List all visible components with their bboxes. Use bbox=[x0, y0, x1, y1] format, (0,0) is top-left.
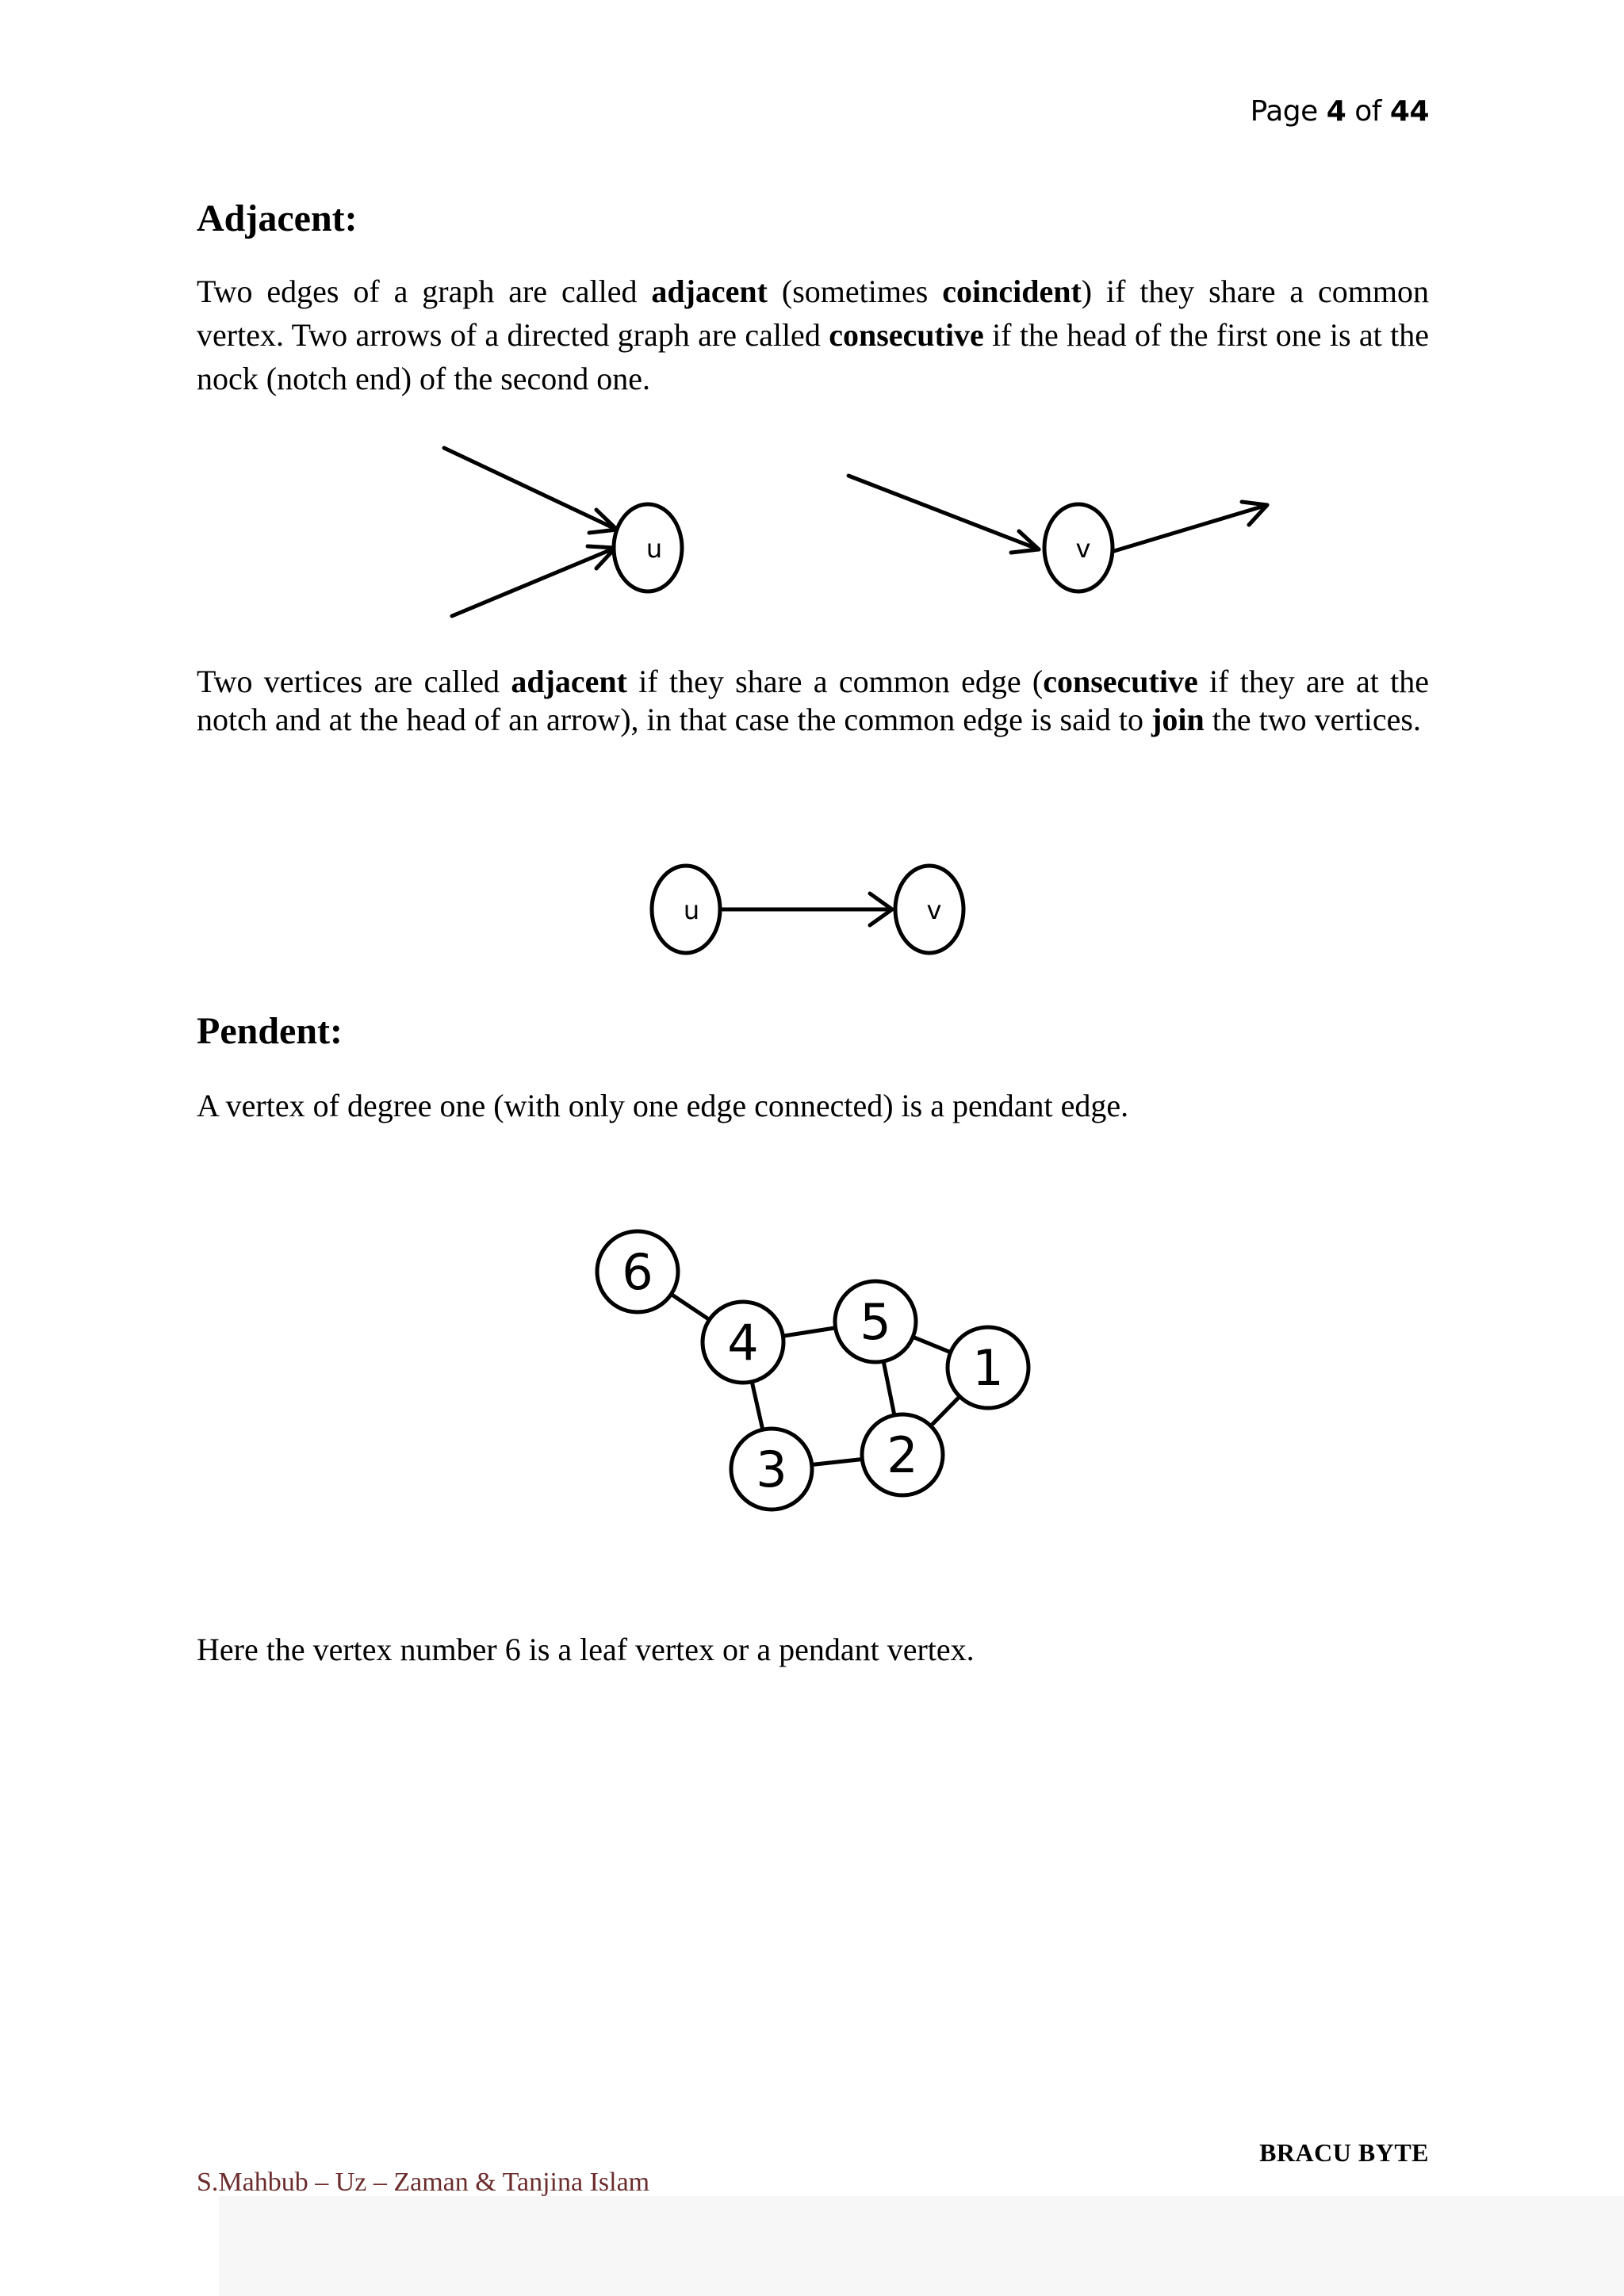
page-prefix: Page bbox=[1250, 95, 1327, 128]
pendant-graph-figure bbox=[0, 1189, 1624, 1554]
page-current: 4 bbox=[1326, 95, 1346, 128]
node-u-label: u bbox=[645, 534, 663, 564]
node-2-label: 2 bbox=[887, 1426, 918, 1484]
node-v-label: v bbox=[1075, 534, 1091, 564]
edge-into-u-lower bbox=[452, 548, 615, 616]
node-6-label: 6 bbox=[622, 1243, 653, 1301]
edge-out-of-v bbox=[1114, 505, 1267, 551]
node-1-label: 1 bbox=[972, 1339, 1004, 1397]
pendent-heading: Pendent: bbox=[197, 1010, 343, 1052]
node-3-label: 3 bbox=[756, 1441, 787, 1498]
page-of: of bbox=[1346, 95, 1390, 128]
edge-into-u-upper bbox=[444, 448, 617, 530]
footer-authors: S.Mahbub – Uz – Zaman & Tanjina Islam bbox=[197, 2168, 650, 2197]
footer-shade bbox=[219, 2196, 1624, 2296]
node-u-label: u bbox=[683, 895, 700, 925]
node-4-label: 4 bbox=[727, 1314, 759, 1372]
node-v-label: v bbox=[926, 895, 942, 925]
adjacent-paragraph-edges: Two edges of a graph are called adjacent (sometimes coincident) if they share a common vertex. Two arrows of a directed graph are called consecutive if the head of the first one is at the nock (notch end) of the second one. bbox=[197, 274, 1430, 396]
adjacent-edges-figure bbox=[0, 0, 1624, 714]
edge-into-v bbox=[848, 476, 1039, 549]
adjacent-vertices-figure bbox=[0, 793, 1624, 999]
page-total: 44 bbox=[1389, 95, 1429, 128]
footer-brand: BRACU BYTE bbox=[1259, 2138, 1429, 2167]
adjacent-paragraph-vertices: Two vertices are called adjacent if they share a common edge (consecutive if they are at the notch and at the head of an arrow), in that case the common edge is said to join the two vertices. bbox=[197, 664, 1429, 737]
pendent-paragraph-definition: A vertex of degree one (with only one edge connected) is a pendant edge. bbox=[197, 1088, 1129, 1123]
adjacent-heading: Adjacent: bbox=[197, 197, 358, 239]
pendent-paragraph-example: Here the vertex number 6 is a leaf vertex or a pendant vertex. bbox=[197, 1632, 975, 1667]
node-5-label: 5 bbox=[860, 1293, 891, 1351]
